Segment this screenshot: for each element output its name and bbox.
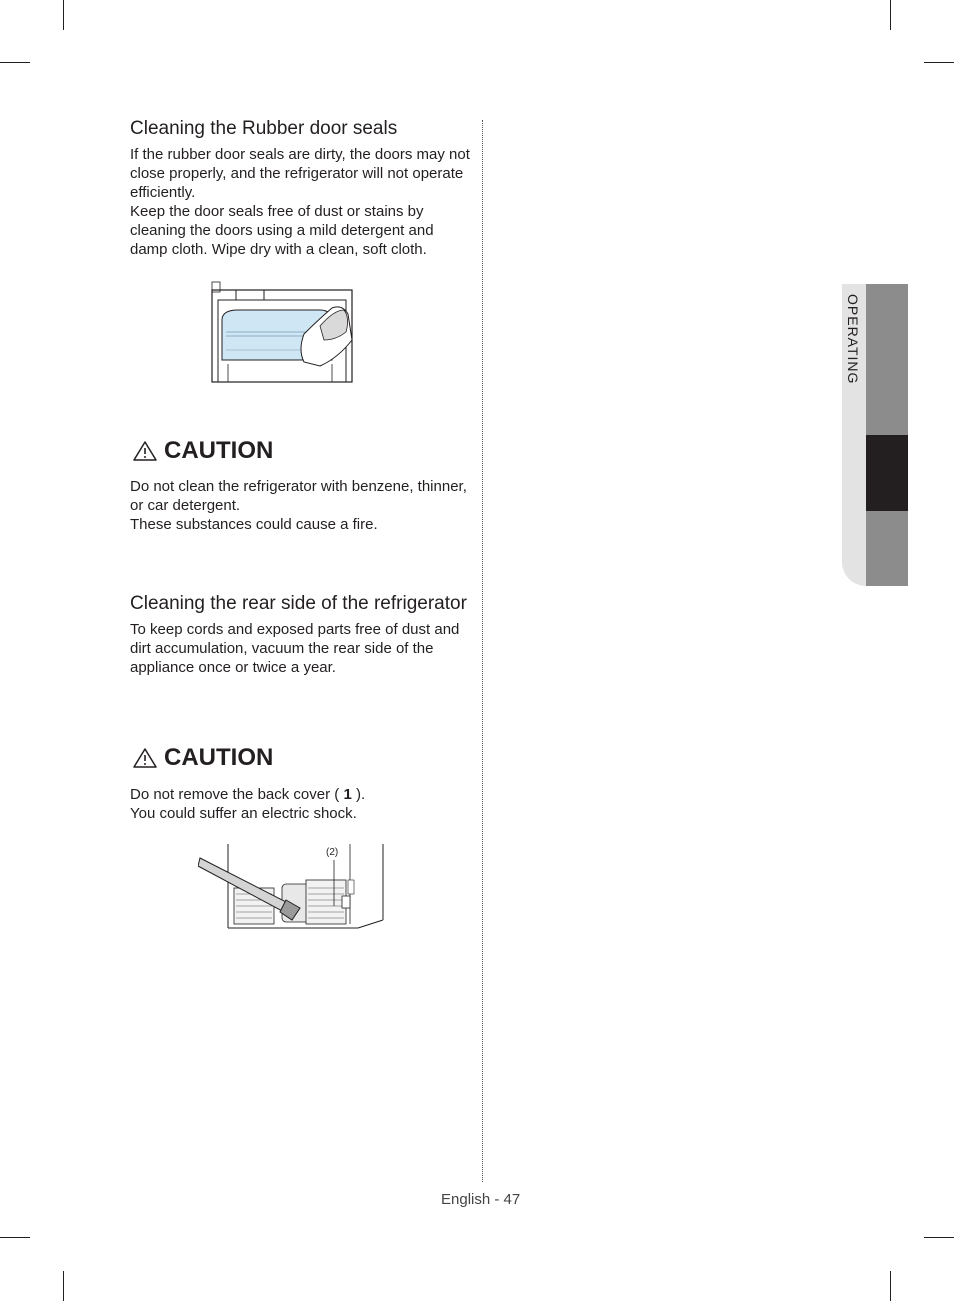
caution-line: These substances could cause a fire. [130, 516, 378, 533]
page-number: English - 47 [441, 1191, 521, 1208]
caution-label: CAUTION [164, 744, 274, 771]
crop-mark [63, 0, 64, 30]
side-tab-label: OPERATING [845, 294, 861, 385]
caution-label: CAUTION [164, 437, 274, 464]
rear-vacuum-illustration [198, 844, 386, 932]
column-divider [482, 120, 483, 1182]
section-heading: Cleaning the Rubber door seals [130, 118, 398, 139]
caution-banner [132, 437, 273, 465]
warning-triangle-icon [132, 440, 158, 462]
body-paragraph: Keep the door seals free of dust or stains by cleaning the doors using a mild detergent and damp cloth. Wipe dry with a clean, soft cloth. [130, 203, 434, 258]
caution-line: Do not clean the refrigerator with benzene, thinner, or car detergent. [130, 478, 467, 514]
section-rear-side [130, 592, 475, 677]
caution-banner [132, 744, 273, 772]
crop-mark [63, 1271, 64, 1301]
caution-text [130, 785, 475, 823]
callout-label: (2) [326, 847, 339, 858]
crop-mark [924, 1237, 954, 1238]
body-paragraph: If the rubber door seals are dirty, the doors may not close properly, and the refrigerator will not operate efficiently. [130, 146, 470, 201]
door-seal-illustration [208, 280, 358, 384]
body-paragraph: To keep cords and exposed parts free of dust and dirt accumulation, vacuum the rear side of the appliance once or twice a year. [130, 621, 460, 676]
crop-mark [924, 62, 954, 63]
warning-triangle-icon [132, 747, 158, 769]
crop-mark [890, 0, 891, 30]
crop-mark [0, 62, 30, 63]
caution-line: You could suffer an electric shock. [130, 805, 357, 822]
side-tab-active-marker [866, 435, 908, 511]
caution-line: Do not remove the back cover ( 1 ). [130, 786, 366, 803]
crop-mark [890, 1271, 891, 1301]
section-heading: Cleaning the rear side of the refrigerator [130, 593, 467, 614]
caution-text [130, 477, 475, 534]
crop-mark [0, 1237, 30, 1238]
section-door-seals [130, 117, 475, 259]
callout-number: 1 [343, 786, 352, 803]
